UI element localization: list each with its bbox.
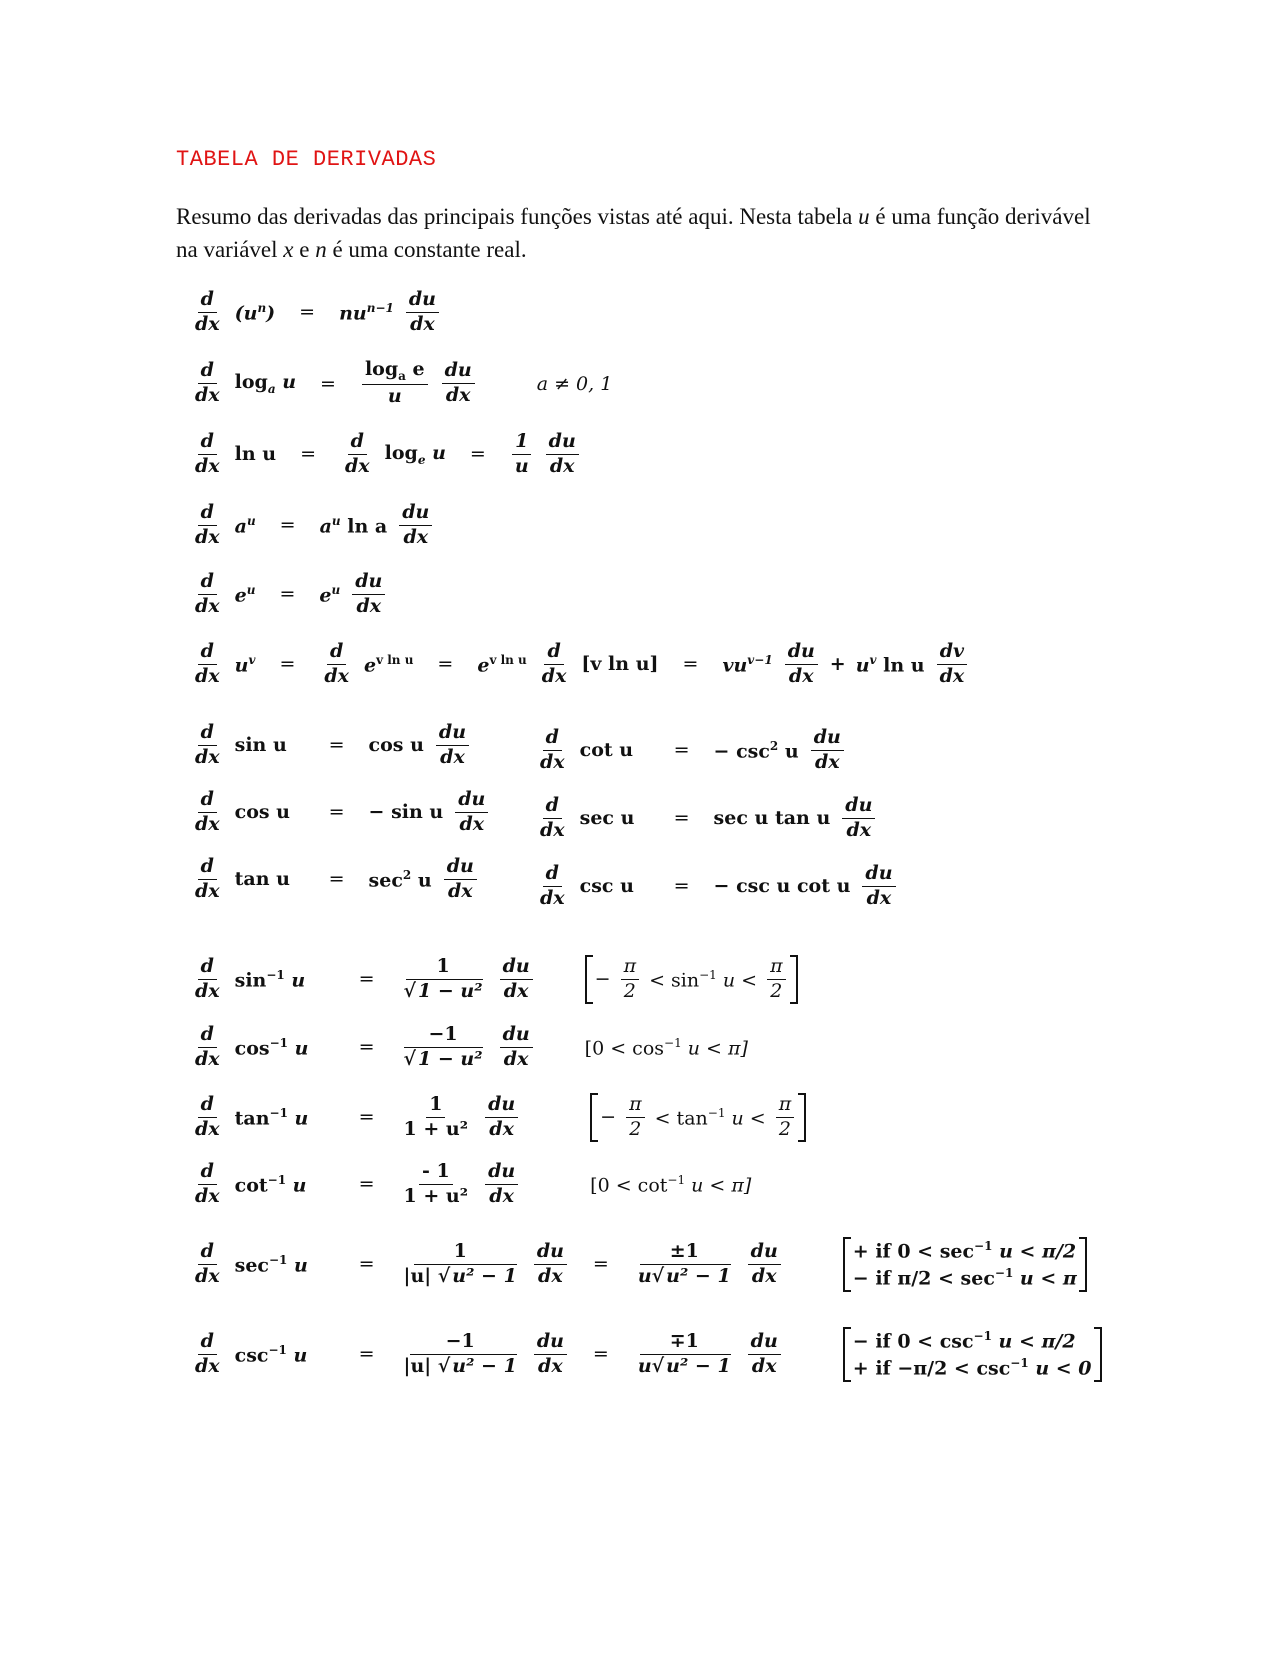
range-bracket: + if $0 < \sec^{-1} u < \pi/2$ − if $\pi/2 < \sec^{-1} u < \pi$: [843, 1237, 1087, 1292]
formula-csc: $\frac{d}{dx}$ csc u = − csc u cot u $\frac{du}{dx}$: [535, 864, 898, 909]
formula-exp-e: $\frac{d}{dx}$ $e^u$ = $e^u$ $\frac{du}{dx}$: [190, 572, 387, 617]
formula-log-a: $\frac{d}{dx}$ $\log_a u$ = $\frac{\log_a e}{u}$ $\frac{du}{dx}$ a ≠ 0, 1: [195, 358, 613, 408]
intro-text: é uma constante real.: [326, 237, 527, 262]
intro-text: é uma função derivável na variável: [176, 204, 1091, 262]
page-title: TABELA DE DERIVADAS: [176, 147, 437, 172]
formula-cot: $\frac{d}{dx}$ cot u = − $\csc^2 u$ $\frac{du}{dx}$: [535, 728, 846, 773]
formula-cos: $\frac{d}{dx}$ cos u = − sin u $\frac{du}{dx}$: [190, 790, 490, 835]
formula-arccsc: $\frac{d}{dx}$ $\csc^{-1} u$ = $\frac{-1}{\text{|u| √ u² − 1}}$ $\frac{du}{dx}$ = $\frac{\mp 1}{\text{u√ u² − 1}}$ $\frac{du}{dx}$ − if $0 < \csc^{-1} u < \pi/2$ + if $-\pi/2 < \csc^{-1} u < 0$: [190, 1327, 1102, 1382]
ddx: $\frac{d}{dx}$: [195, 288, 220, 335]
intro-text: Resumo das derivadas das principais funções vistas até aqui. Nesta tabela: [176, 204, 859, 229]
formula-sec: $\frac{d}{dx}$ sec u = sec u tan u $\frac{du}{dx}$: [535, 796, 877, 841]
range-bracket: − if $0 < \csc^{-1} u < \pi/2$ + if $-\pi/2 < \csc^{-1} u < 0$: [843, 1327, 1102, 1382]
formula-power-v: $\frac{d}{dx}$ $u^v$ = $\frac{d}{dx}$ $e^{v ln u}$ = $e^{v ln u}$ $\frac{d}{dx}$ [v ln u] = $vu^{v-1}$ $\frac{du}{dx}$ + $u^v$ ln u $\frac{dv}{dx}$: [190, 642, 969, 687]
range-bracket: − $\frac{\pi}{2}$ < $\sin^{-1} u$ < $\frac{\pi}{2}$: [585, 955, 798, 1004]
formula-arccos: $\frac{d}{dx}$ $\cos^{-1} u$ = $\frac{-1}{\text{√ 1 − u²}}$ $\frac{du}{dx}$ $[0 < \cos^{-1} u < \pi]$: [195, 1023, 748, 1070]
formula-arcsin: $\frac{d}{dx}$ $\sin^{-1} u$ = $\frac{1}{\text{√ 1 − u²}}$ $\frac{du}{dx}$ − $\frac{\pi}{2}$ < $\sin^{-1} u$ < $\frac{\pi}{2}$: [190, 955, 798, 1004]
range: $[0 < \cot^{-1} u < \pi]$: [590, 1172, 752, 1197]
intro-text: e: [293, 237, 316, 262]
intro-var-x: x: [283, 237, 294, 262]
formula-arccot: $\frac{d}{dx}$ $\cot^{-1} u$ = $\frac{- 1}{\text{1 + u²}}$ $\frac{du}{dx}$ $[0 < \cot^{-1} u < \pi]$: [195, 1160, 752, 1207]
intro-var-u: u: [858, 204, 870, 229]
formula-exp-a: $\frac{d}{dx}$ $a^u$ = $a^u$ ln a $\frac{du}{dx}$: [190, 503, 434, 548]
range: $[0 < \cos^{-1} u < \pi]$: [584, 1035, 748, 1060]
condition: a ≠ 0, 1: [536, 372, 613, 395]
formula-tan: $\frac{d}{dx}$ tan u = $\sec^2 u$ $\frac{du}{dx}$: [190, 857, 479, 902]
formula-sin: $\frac{d}{dx}$ sin u = cos u $\frac{du}{dx}$: [190, 723, 471, 768]
formula-arcsec: $\frac{d}{dx}$ $\sec^{-1} u$ = $\frac{1}{\text{|u| √ u² − 1}}$ $\frac{du}{dx}$ = $\frac{\pm 1}{\text{u√ u² − 1}}$ $\frac{du}{dx}$ + if $0 < \sec^{-1} u < \pi/2$ − if $\pi/2 < \sec^{-1} u < \pi$: [190, 1237, 1087, 1292]
range-bracket: − $\frac{\pi}{2}$ < $\tan^{-1} u$ < $\frac{\pi}{2}$: [590, 1093, 806, 1142]
formula-power: $\frac{d}{dx}$ $(u^n)$ = $nu^{n-1}$ $\frac{du}{dx}$: [190, 290, 441, 335]
intro-var-n: n: [315, 237, 327, 262]
intro-paragraph: [176, 200, 1096, 266]
formula-ln: $\frac{d}{dx}$ ln u = $\frac{d}{dx}$ $\log_e u$ = $\frac{1}{u}$ $\frac{du}{dx}$: [190, 432, 581, 477]
formula-arctan: $\frac{d}{dx}$ $\tan^{-1} u$ = $\frac{1}{\text{1 + u²}}$ $\frac{du}{dx}$ − $\frac{\pi}{2}$ < $\tan^{-1} u$ < $\frac{\pi}{2}$: [190, 1093, 806, 1142]
